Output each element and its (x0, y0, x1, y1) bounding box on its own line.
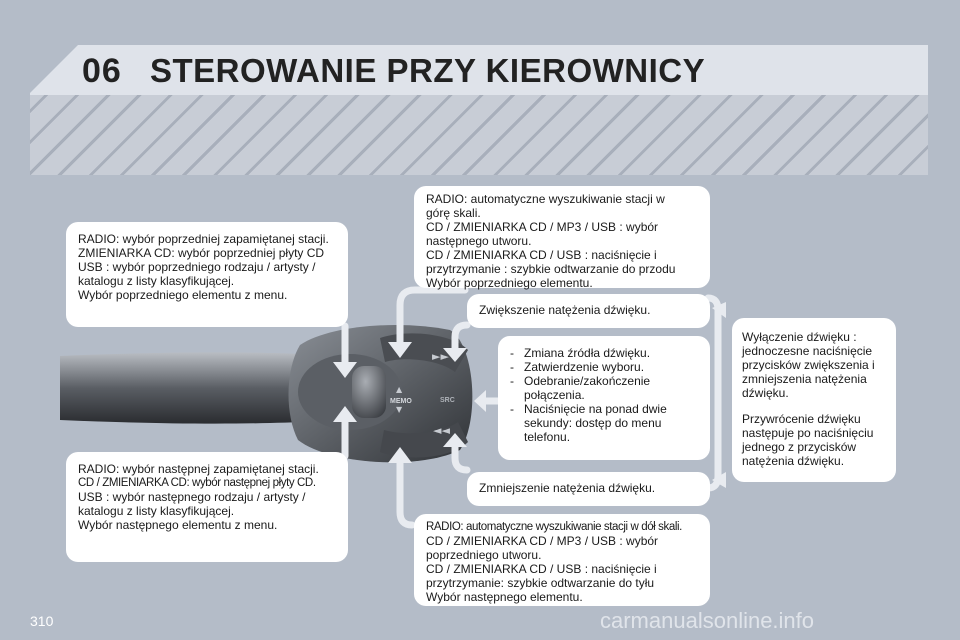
box-line: katalogu z listy klasyfikującej. (78, 274, 235, 288)
box-line: RADIO: wybór poprzedniej zapamiętanej stacji. (78, 232, 329, 246)
arrow-search-down (400, 460, 412, 525)
memo-up-icon: ▲ (396, 385, 403, 394)
box-line: Wybór poprzedniego elementu z menu. (78, 288, 288, 302)
box-next-station (66, 452, 348, 562)
box-line: poprzedniego utworu. (426, 548, 542, 562)
box-line: następnego utworu. (426, 234, 532, 248)
box-line: górę skali. (426, 206, 481, 220)
list-item: - Zmiana źródła dźwięku. (510, 346, 698, 360)
box-line: ZMIENIARKA CD: wybór poprzedniej płyty CD (78, 246, 325, 260)
list-item: - Naciśnięcie na ponad dwie sekundy: dostęp do menu telefonu. (510, 402, 698, 444)
chapter-number: 06 (82, 52, 122, 90)
src-function-list (510, 346, 698, 444)
rewind-icon: ◄◄ (433, 424, 450, 437)
box-mute (732, 318, 896, 482)
list-item: - Zatwierdzenie wyboru. (510, 360, 698, 374)
box-line: katalogu z listy klasyfikującej. (78, 504, 235, 518)
box-line: RADIO: automatyczne wyszukiwanie stacji w dół skali. (426, 521, 682, 533)
memo-label: MEMO (390, 398, 412, 405)
box-paragraph: Przywrócenie dźwięku następuje po naciśnięciu jednego z przycisków natężenia dźwięku. (742, 412, 874, 468)
box-line: Wybór poprzedniego elementu. (426, 276, 593, 290)
box-search-up (414, 186, 710, 288)
box-line: RADIO: automatyczne wyszukiwanie stacji w (426, 192, 665, 206)
box-line: Wybór następnego elementu z menu. (78, 518, 278, 532)
box-line: przytrzymanie: szybkie odtwarzanie do tyłu (426, 576, 655, 590)
box-line: Zmniejszenie natężenia dźwięku. (479, 481, 656, 495)
arrow-volume-down (455, 445, 467, 470)
box-prev-station (66, 222, 348, 327)
box-line: przytrzymanie : szybkie odtwarzanie do przodu (426, 262, 676, 276)
page-title: STEROWANIE PRZY KIEROWNICY (150, 52, 706, 89)
watermark: carmanualsonline.info (600, 608, 815, 633)
memo-knob (352, 366, 386, 418)
box-line: CD / ZMIENIARKA CD: wybór następnej płyty CD. (78, 477, 316, 489)
box-volume-up (467, 294, 710, 328)
box-line: CD / ZMIENIARKA CD / MP3 / USB : wybór (426, 534, 659, 548)
box-line: CD / ZMIENIARKA CD / USB : naciśnięcie i (426, 562, 657, 576)
src-label: SRC (440, 397, 455, 404)
box-line: USB : wybór następnego rodzaju / artysty / (78, 490, 306, 504)
box-src-functions (498, 336, 710, 460)
box-line: Wybór następnego elementu. (426, 590, 583, 604)
list-item: - Odebranie/zakończenie połączenia. (510, 374, 698, 402)
box-line: USB : wybór poprzedniego rodzaju / artysty / (78, 260, 316, 274)
box-line: Zwiększenie natężenia dźwięku. (479, 303, 651, 317)
box-line: CD / ZMIENIARKA CD / MP3 / USB : wybór (426, 220, 659, 234)
box-search-down (414, 514, 710, 606)
memo-down-icon: ▼ (396, 405, 403, 414)
box-line: CD / ZMIENIARKA CD / USB : naciśnięcie i (426, 248, 657, 262)
box-volume-down (467, 472, 710, 506)
forward-icon: ►► (432, 350, 449, 363)
page-number: 310 (30, 613, 54, 629)
box-line: RADIO: wybór następnej zapamiętanej stacji. (78, 462, 319, 476)
box-paragraph: Wyłączenie dźwięku : jednoczesne naciśnięcie przycisków zwiększenia i zmniejszenia natężenia dźwięku. (742, 330, 875, 400)
